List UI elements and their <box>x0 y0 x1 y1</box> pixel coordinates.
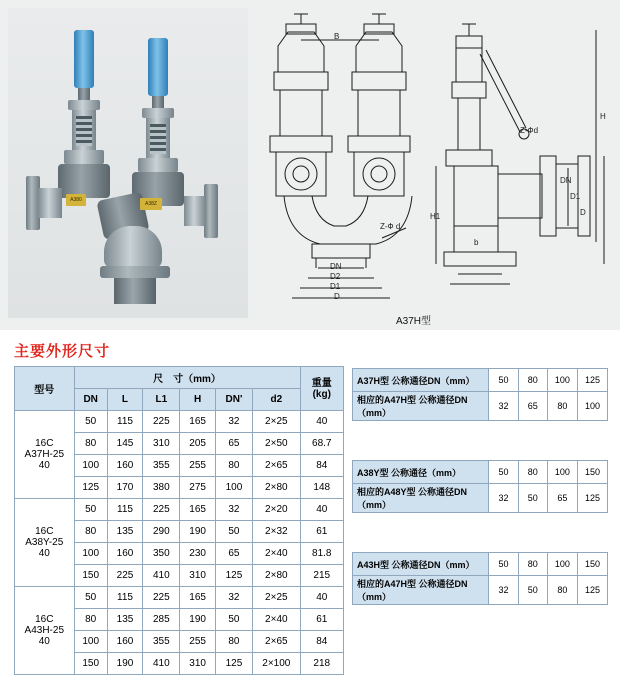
cell-l1: 225 <box>143 499 180 521</box>
photo-flange-bottom <box>100 266 170 278</box>
cell-weight: 218 <box>300 653 343 675</box>
cell-l1: 410 <box>143 653 180 675</box>
cell-l1: 355 <box>143 455 180 477</box>
drawing-label-D: D <box>334 292 340 301</box>
photo-shape <box>64 150 104 164</box>
cell-value: 50 <box>489 461 518 484</box>
drawing-label-B: B <box>334 32 340 41</box>
cell-dnq: 65 <box>215 543 252 565</box>
table-row <box>15 411 344 433</box>
photo-shape <box>38 188 62 218</box>
drawing-label-zphid: Z-Ф d <box>380 222 401 231</box>
cell-value: 50 <box>518 576 547 605</box>
cell-dn: 150 <box>74 565 107 587</box>
drawing-label-DN-right: DN <box>560 176 572 185</box>
photo-shape <box>78 88 90 100</box>
cell-l1: 225 <box>143 411 180 433</box>
header-h: H <box>180 389 215 411</box>
cell-l: 115 <box>107 587 142 609</box>
cell-l: 170 <box>107 477 142 499</box>
cell-value: 80 <box>547 576 577 605</box>
cell-d2: 2×40 <box>253 543 300 565</box>
cell-dn: 80 <box>74 609 107 631</box>
cell-l1: 290 <box>143 521 180 543</box>
photo-shape <box>152 96 164 108</box>
cell-weight: 215 <box>300 565 343 587</box>
cell-value: 80 <box>518 369 547 392</box>
cell-h: 275 <box>180 477 215 499</box>
header-d2: d2 <box>253 389 300 411</box>
model-line-3: 40 <box>38 548 50 559</box>
cell-dn: 125 <box>74 477 107 499</box>
cell-d2: 2×25 <box>253 411 300 433</box>
drawing-caption: A37H型 <box>396 316 432 327</box>
drawing-label-b: b <box>474 238 479 247</box>
cell-d2: 2×100 <box>253 653 300 675</box>
cell-l: 225 <box>107 565 142 587</box>
model-line-3: 40 <box>38 460 50 471</box>
model-line-3: 40 <box>38 636 50 647</box>
model-cell <box>15 587 75 675</box>
cell-l: 160 <box>107 631 142 653</box>
drawing-label-D-right: D <box>580 208 586 217</box>
cell-l: 160 <box>107 455 142 477</box>
drawing-label-H1: H1 <box>430 212 441 221</box>
cell-h: 165 <box>180 411 215 433</box>
cell-d2: 2×25 <box>253 587 300 609</box>
cell-weight: 84 <box>300 631 343 653</box>
cell-d2: 2×65 <box>253 631 300 653</box>
cell-l: 135 <box>107 609 142 631</box>
cell-dn: 80 <box>74 433 107 455</box>
cell-l1: 410 <box>143 565 180 587</box>
table-row <box>353 576 608 605</box>
valve-photo <box>8 8 248 318</box>
photo-shape <box>68 100 100 110</box>
cell-dn: 80 <box>74 521 107 543</box>
cell-d2: 2×80 <box>253 565 300 587</box>
cell-h: 190 <box>180 521 215 543</box>
row-label: A37H型 公称通径DN（mm） <box>353 369 489 392</box>
model-line-2: A37H-25 <box>24 449 64 460</box>
cell-dnq: 50 <box>215 609 252 631</box>
cell-value: 65 <box>547 484 577 513</box>
photo-shape <box>142 108 174 118</box>
model-cell <box>15 499 75 587</box>
cell-h: 165 <box>180 499 215 521</box>
photo-shape <box>114 278 156 304</box>
cell-l: 115 <box>107 499 142 521</box>
equivalence-table-a43h <box>352 552 608 605</box>
photo-nameplate: A38Z <box>140 198 162 210</box>
photo-shape <box>184 196 206 226</box>
photo-shape <box>74 30 94 88</box>
cell-dnq: 100 <box>215 477 252 499</box>
row-label: 相应的A47H型 公称通径DN（mm） <box>353 576 489 605</box>
header-weight-line1: 重量 <box>311 377 332 389</box>
cell-weight: 84 <box>300 455 343 477</box>
photo-shape <box>138 158 178 172</box>
section-title: 主要外形尺寸 <box>14 343 111 360</box>
cell-d2: 2×80 <box>253 477 300 499</box>
cell-l: 190 <box>107 653 142 675</box>
photo-flange-right <box>204 184 218 238</box>
cell-value: 150 <box>577 461 607 484</box>
equivalence-table-a38y <box>352 460 608 513</box>
header-l: L <box>107 389 142 411</box>
cell-l1: 355 <box>143 631 180 653</box>
cell-value: 100 <box>547 553 577 576</box>
cell-dnq: 50 <box>215 521 252 543</box>
table-row <box>353 484 608 513</box>
cell-value: 100 <box>547 461 577 484</box>
drawing-section-svg <box>428 6 614 306</box>
cell-l: 115 <box>107 411 142 433</box>
model-line-2: A43H-25 <box>24 625 64 636</box>
cell-h: 255 <box>180 455 215 477</box>
cell-dn: 100 <box>74 631 107 653</box>
cell-weight: 61 <box>300 521 343 543</box>
photo-body <box>58 164 110 198</box>
header-dn: DN <box>74 389 107 411</box>
cell-value: 80 <box>547 392 577 421</box>
drawing-label-H: H <box>600 112 606 121</box>
model-line-2: A38Y-25 <box>25 537 64 548</box>
cell-dn: 50 <box>74 499 107 521</box>
cell-dn: 100 <box>74 455 107 477</box>
cell-dnq: 32 <box>215 587 252 609</box>
table-row <box>353 553 608 576</box>
cell-value: 125 <box>577 369 607 392</box>
photo-spring <box>76 116 92 146</box>
cell-weight: 81.8 <box>300 543 343 565</box>
cell-value: 32 <box>489 484 518 513</box>
equivalence-table-a37h <box>352 368 608 421</box>
cell-d2: 2×65 <box>253 455 300 477</box>
drawing-label-DN: DN <box>330 262 342 271</box>
cell-l1: 310 <box>143 433 180 455</box>
table-row <box>15 499 344 521</box>
table-header-row <box>15 367 344 389</box>
cell-weight: 40 <box>300 411 343 433</box>
row-label: 相应的A47H型 公称通径DN（mm） <box>353 392 489 421</box>
cell-l1: 350 <box>143 543 180 565</box>
cell-value: 50 <box>489 369 518 392</box>
cell-value: 80 <box>518 461 547 484</box>
cell-weight: 40 <box>300 499 343 521</box>
row-label: 相应的A48Y型 公称通径DN（mm） <box>353 484 489 513</box>
table-row <box>353 461 608 484</box>
drawing-label-D1: D1 <box>330 282 341 291</box>
cell-value: 50 <box>518 484 547 513</box>
drawing-label-D1-right: D1 <box>570 192 581 201</box>
photo-spring <box>150 124 166 154</box>
cell-dnq: 125 <box>215 653 252 675</box>
cell-dnq: 65 <box>215 433 252 455</box>
cell-d2: 2×20 <box>253 499 300 521</box>
cell-dnq: 80 <box>215 631 252 653</box>
cell-value: 65 <box>518 392 547 421</box>
cell-weight: 148 <box>300 477 343 499</box>
cell-dnq: 32 <box>215 499 252 521</box>
drawing-label-D2: D2 <box>330 272 341 281</box>
cell-value: 125 <box>577 576 607 605</box>
cell-dn: 50 <box>74 587 107 609</box>
photo-shape <box>104 226 162 268</box>
cell-l1: 285 <box>143 609 180 631</box>
cell-weight: 61 <box>300 609 343 631</box>
cell-dnq: 32 <box>215 411 252 433</box>
model-line-1: 16C <box>35 526 54 537</box>
cell-weight: 68.7 <box>300 433 343 455</box>
cell-h: 230 <box>180 543 215 565</box>
header-weight <box>300 367 343 411</box>
dimensions-table <box>14 366 344 675</box>
header-model: 型号 <box>15 367 75 411</box>
cell-weight: 40 <box>300 587 343 609</box>
cell-dn: 50 <box>74 411 107 433</box>
cell-l1: 380 <box>143 477 180 499</box>
cell-h: 205 <box>180 433 215 455</box>
cell-l: 135 <box>107 521 142 543</box>
table-row <box>15 587 344 609</box>
cell-d2: 2×50 <box>253 433 300 455</box>
cell-value: 32 <box>489 576 518 605</box>
cell-h: 310 <box>180 653 215 675</box>
drawing-label-zphid-right: Z-Фd <box>520 126 539 135</box>
cell-value: 32 <box>489 392 518 421</box>
cell-l1: 225 <box>143 587 180 609</box>
illustration-band <box>0 0 620 330</box>
header-dn-prime: DN' <box>215 389 252 411</box>
cell-d2: 2×32 <box>253 521 300 543</box>
cell-value: 150 <box>577 553 607 576</box>
cell-value: 50 <box>489 553 518 576</box>
cell-value: 125 <box>577 484 607 513</box>
table-row <box>353 392 608 421</box>
cell-dn: 100 <box>74 543 107 565</box>
cell-l: 145 <box>107 433 142 455</box>
row-label: A38Y型 公称通径（mm） <box>353 461 489 484</box>
photo-nameplate: A380 <box>66 194 86 206</box>
cell-d2: 2×40 <box>253 609 300 631</box>
model-line-1: 16C <box>35 614 54 625</box>
row-label: A43H型 公称通径DN（mm） <box>353 553 489 576</box>
header-weight-line2: (kg) <box>312 388 331 400</box>
table-row <box>353 369 608 392</box>
cell-h: 165 <box>180 587 215 609</box>
header-dimensions: 尺 寸（mm） <box>74 367 300 389</box>
drawing-front-svg <box>256 6 426 306</box>
drawing-front-view <box>256 6 426 306</box>
cell-dnq: 125 <box>215 565 252 587</box>
model-cell <box>15 411 75 499</box>
photo-shape <box>148 38 168 96</box>
cell-l: 160 <box>107 543 142 565</box>
cell-value: 100 <box>577 392 607 421</box>
cell-h: 255 <box>180 631 215 653</box>
cell-dn: 150 <box>74 653 107 675</box>
cell-dnq: 80 <box>215 455 252 477</box>
cell-h: 310 <box>180 565 215 587</box>
model-line-1: 16C <box>35 438 54 449</box>
cell-value: 80 <box>518 553 547 576</box>
drawing-section-view <box>428 6 614 306</box>
header-l1: L1 <box>143 389 180 411</box>
cell-value: 100 <box>547 369 577 392</box>
cell-h: 190 <box>180 609 215 631</box>
